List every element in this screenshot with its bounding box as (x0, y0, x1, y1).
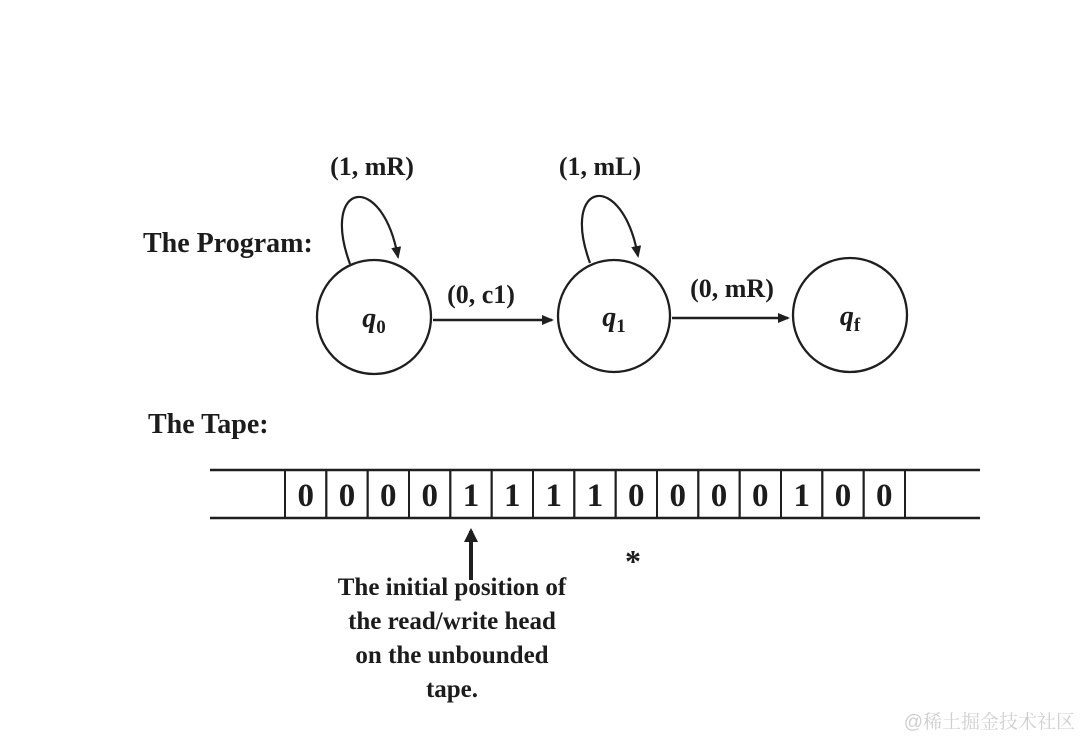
tape-cell (450, 470, 491, 518)
svg-text:0: 0 (338, 478, 356, 514)
tape-cell (409, 470, 450, 518)
svg-text:1: 1 (462, 478, 480, 514)
q1-self-loop-label: (1, mL) (558, 152, 642, 181)
tape-cell (864, 470, 905, 518)
transition-q0-q1-label: (0, c1) (447, 280, 515, 309)
tape-cell (616, 470, 657, 518)
caption-line: the read/write head (348, 608, 556, 635)
svg-text:1: 1 (793, 478, 810, 514)
svg-text:0: 0 (834, 478, 852, 514)
svg-text:0: 0 (669, 478, 686, 514)
tape-section-label: The Tape: (148, 409, 269, 440)
tape-cells (285, 470, 905, 518)
tape-cell (326, 470, 367, 518)
svg-text:0: 0 (710, 478, 728, 514)
tape-cell (285, 470, 326, 518)
caption-line: The initial position of (337, 574, 567, 601)
svg-text:1: 1 (545, 478, 562, 514)
transition-q1-qf-label: (0, mR) (690, 274, 774, 303)
svg-text:0: 0 (421, 478, 438, 514)
svg-text:0: 0 (752, 478, 769, 514)
tape-cell (574, 470, 615, 518)
svg-text:0: 0 (628, 478, 645, 514)
state-q1-label: $q_1$ (602, 302, 626, 337)
svg-text:1: 1 (504, 478, 521, 514)
q0-self-loop-arrow (342, 197, 398, 264)
tape-cell (368, 470, 409, 518)
caption-line: tape. (425, 676, 479, 703)
state-q0-label: $q_0$ (362, 303, 386, 338)
program-section-label: The Program: (143, 228, 313, 259)
q1-self-loop-arrow (582, 196, 638, 263)
star-marker: * (625, 543, 641, 579)
watermark-text: @稀土掘金技术社区 (903, 712, 1075, 733)
tape-cell (657, 470, 698, 518)
state-qf-label: $q_f$ (839, 301, 861, 336)
tape-cell (698, 470, 739, 518)
head-position-caption (338, 574, 567, 703)
svg-text:0: 0 (297, 478, 314, 514)
svg-text:1: 1 (586, 478, 604, 514)
tape-cell (492, 470, 533, 518)
q0-self-loop-label: (1, mR) (330, 152, 414, 181)
tape-cell (781, 470, 822, 518)
svg-text:0: 0 (876, 478, 893, 514)
tape-cell (740, 470, 781, 518)
tape-cell (822, 470, 863, 518)
svg-text:0: 0 (380, 478, 397, 514)
caption-line: on the unbounded (355, 642, 549, 669)
tape-cell (533, 470, 574, 518)
